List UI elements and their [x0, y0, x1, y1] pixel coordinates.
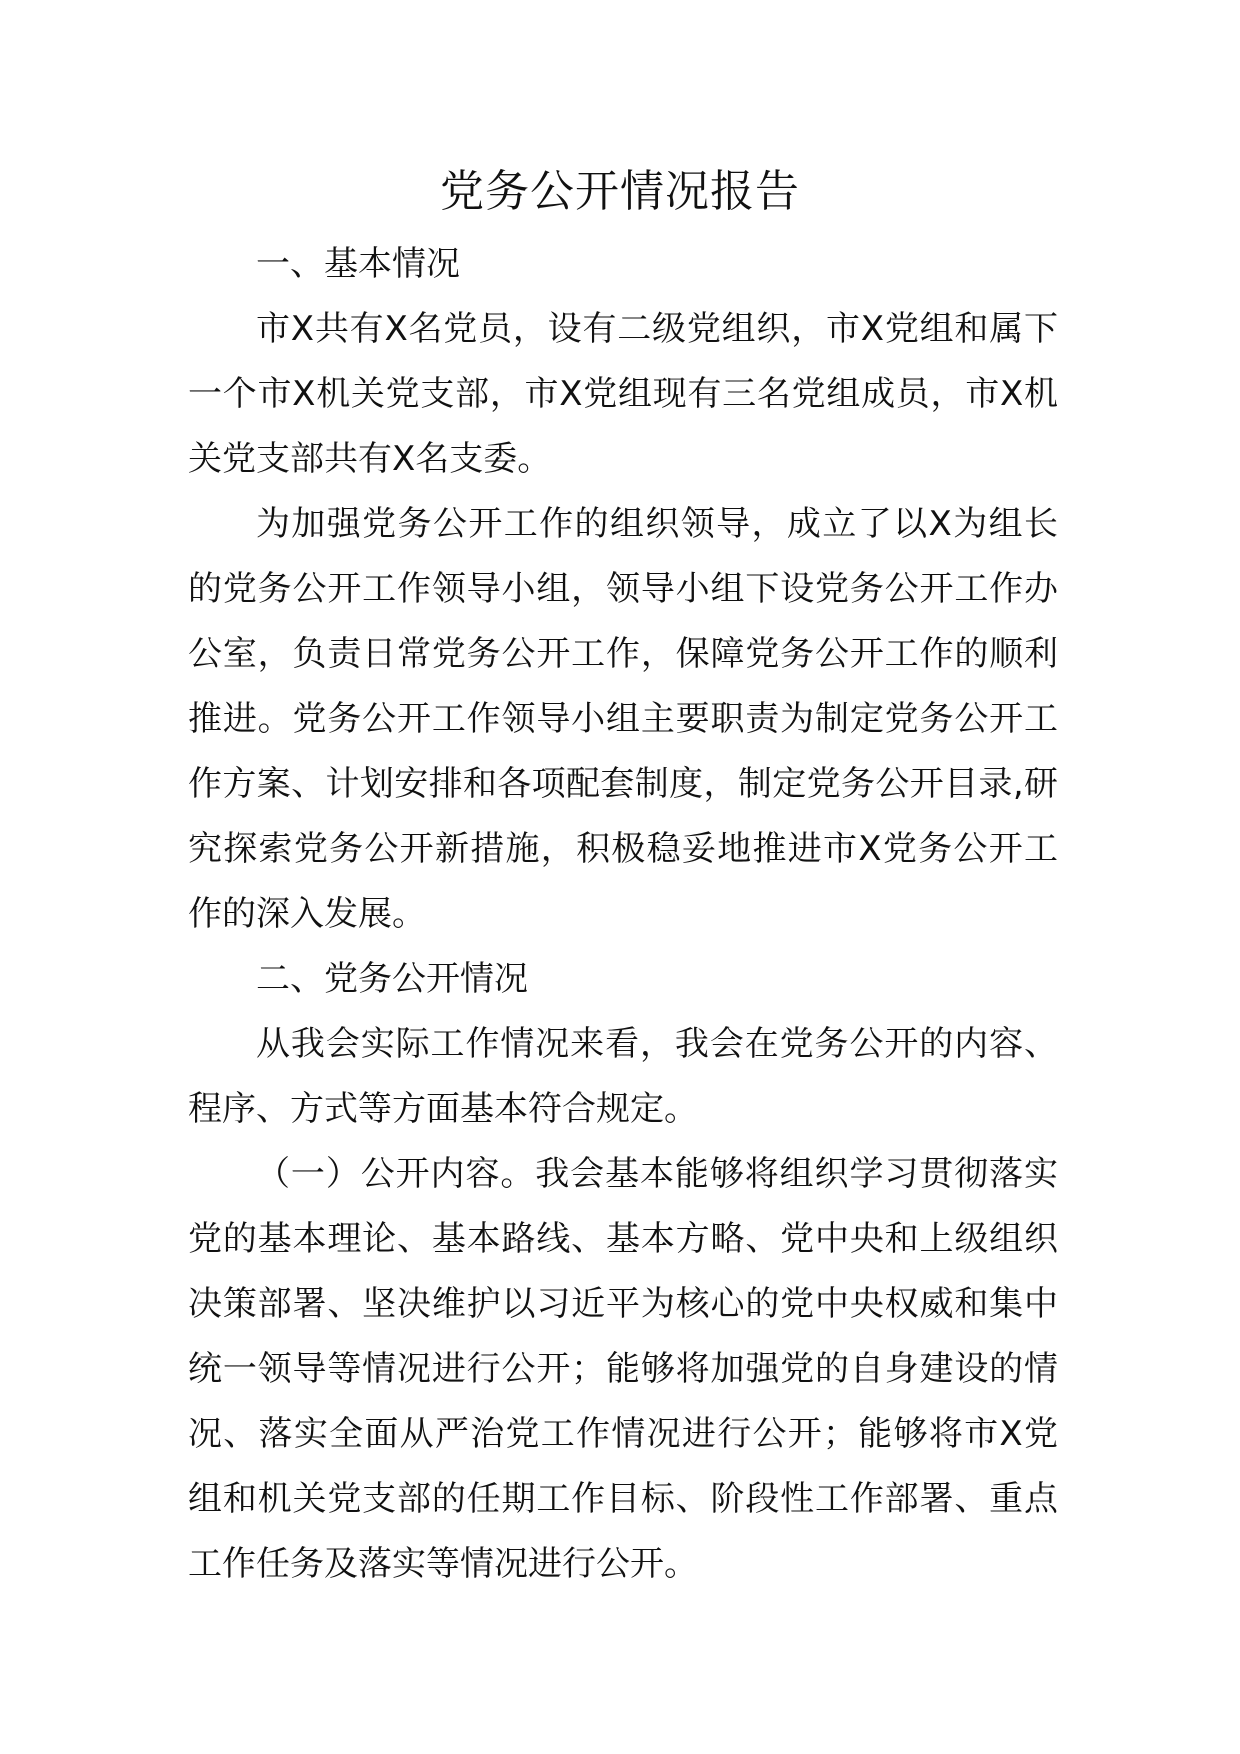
paragraph-members: 市X共有X名党员，设有二级党组织，市X党组和属下一个市X机关党支部，市X党组现有三名党组成员，市X机关党支部共有X名支委。	[188, 309, 1058, 479]
paragraph-leadership: 为加强党务公开工作的组织领导，成立了以X为组长的党务公开工作领导小组，领导小组下设党务公开工作办公室，负责日常党务公开工作，保障党务公开工作的顺利推进。党务公开工作领导小组主要职责为制定党务公开工作方案、计划安排和各项配套制度，制定党务公开目录,研究探索党务公开新措施，积极稳妥地推进市X党务公开工作的深入发展。	[188, 504, 1058, 934]
document-body	[188, 232, 1058, 1597]
paragraph-overview: 从我会实际工作情况来看，我会在党务公开的内容、程序、方式等方面基本符合规定。	[188, 1024, 1058, 1129]
paragraph-content: （一）公开内容。我会基本能够将组织学习贯彻落实党的基本理论、基本路线、基本方略、党中央和上级组织决策部署、坚决维护以习近平为核心的党中央权威和集中统一领导等情况进行公开；能够将加强党的自身建设的情况、落实全面从严治党工作情况进行公开；能够将市X党组和机关党支部的任期工作目标、阶段性工作部署、重点工作任务及落实等情况进行公开。	[188, 1154, 1058, 1584]
section-heading-basic: 一、基本情况	[256, 244, 460, 284]
section-heading-disclosure: 二、党务公开情况	[256, 959, 528, 999]
document-title: 党务公开情况报告	[440, 166, 800, 217]
